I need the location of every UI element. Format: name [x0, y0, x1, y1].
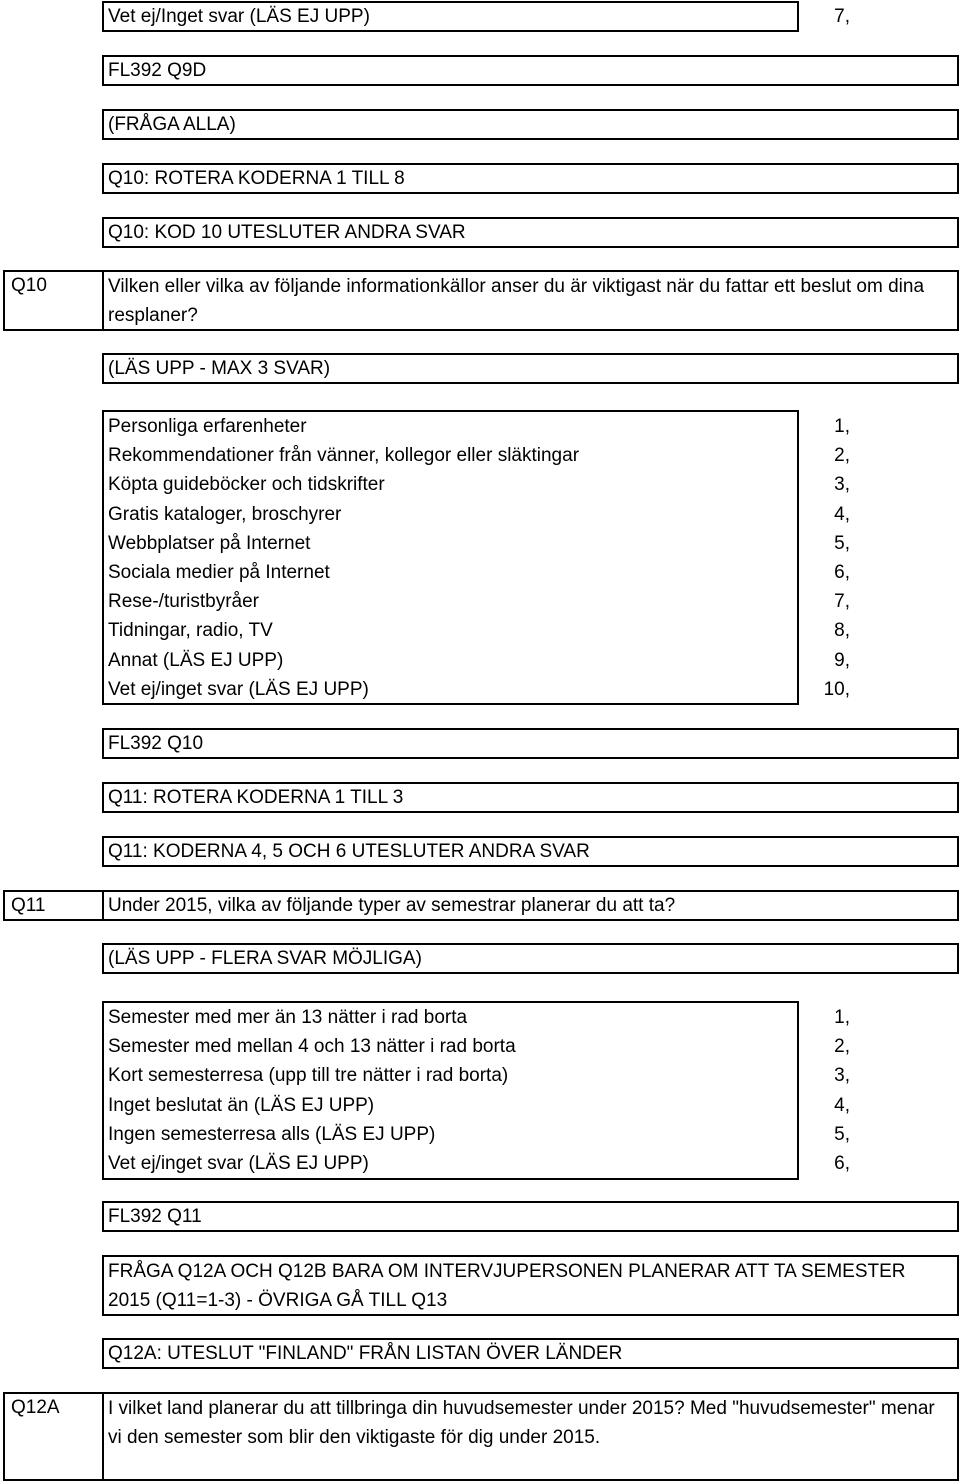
q11-option-label: Inget beslutat än (LÄS EJ UPP)	[108, 1094, 375, 1116]
instruction-fl392-q10: FL392 Q10	[102, 728, 959, 759]
instruction-q12-filter: FRÅGA Q12A OCH Q12B BARA OM INTERVJUPERSONEN PLANERAR ATT TA SEMESTER 2015 (Q11=1-3) - ÖVRIGA GÅ TILL Q13	[102, 1255, 959, 1316]
q11-option-code: 2,	[834, 1036, 850, 1058]
q11-option-code: 4,	[834, 1094, 850, 1116]
question-text-q11: Under 2015, vilka av följande typer av semestrar planerar du att ta?	[102, 890, 959, 921]
q10-option-code: 5,	[834, 532, 850, 554]
q10-option-code: 1,	[834, 416, 850, 437]
q10-option-label: Rekommendationer från vänner, kollegor eller släktingar	[108, 445, 580, 467]
instruction-q12a-exclude: Q12A: UTESLUT "FINLAND" FRÅN LISTAN ÖVER LÄNDER	[102, 1338, 959, 1369]
q10-option-label: Personliga erfarenheter	[108, 416, 307, 437]
q10-option-label: Köpta guideböcker och tidskrifter	[108, 474, 385, 496]
read-instruction-q11: (LÄS UPP - FLERA SVAR MÖJLIGA)	[102, 943, 959, 974]
q10-option-label: Tidningar, radio, TV	[108, 620, 273, 642]
q10-option-label: Gratis kataloger, broschyrer	[108, 503, 342, 525]
q11-option-label: Semester med mer än 13 nätter i rad borta	[108, 1007, 468, 1028]
instruction-q11-rotate: Q11: ROTERA KODERNA 1 TILL 3	[102, 782, 959, 813]
q11-option-label: Kort semesterresa (upp till tre nätter i rad borta)	[108, 1065, 509, 1087]
q10-option-code: 3,	[834, 474, 850, 496]
q11-option-label: Ingen semesterresa alls (LÄS EJ UPP)	[108, 1123, 436, 1145]
q11-option-code: 3,	[834, 1065, 850, 1087]
instruction-q10-exclusive: Q10: KOD 10 UTESLUTER ANDRA SVAR	[102, 217, 959, 248]
instruction-fl392-q11: FL392 Q11	[102, 1201, 959, 1232]
q10-option-label: Annat (LÄS EJ UPP)	[108, 649, 284, 671]
q10-option-code: 9,	[834, 649, 850, 671]
question-text-q12a: I vilket land planerar du att tillbringa din huvudsemester under 2015? Med "huvudsemester" menar vi den semester som blir den viktigaste för dig under 2015.	[102, 1392, 959, 1481]
question-id-q12a: Q12A	[3, 1392, 103, 1481]
q10-options-list	[102, 410, 799, 705]
question-id-q10: Q10	[3, 270, 103, 331]
q10-option-code: 8,	[834, 620, 850, 642]
q11-options-list	[102, 1001, 799, 1180]
q11-option-code: 5,	[834, 1123, 850, 1145]
q10-option-code: 6,	[834, 562, 850, 583]
q11-option-label: Vet ej/inget svar (LÄS EJ UPP)	[108, 1152, 369, 1174]
q10-option-label: Vet ej/inget svar (LÄS EJ UPP)	[108, 678, 369, 700]
question-text-q10: Vilken eller vilka av följande informationkällor anser du är viktigast när du fattar ett beslut om dina resplaner?	[102, 270, 959, 331]
q10-option-code: 10,	[823, 678, 850, 700]
q10-option-code: 7,	[834, 591, 850, 613]
read-instruction-q10: (LÄS UPP - MAX 3 SVAR)	[102, 353, 959, 384]
q10-option-label: Webbplatser på Internet	[108, 532, 311, 554]
question-id-q11: Q11	[3, 890, 103, 921]
top-option-label: Vet ej/Inget svar (LÄS EJ UPP)	[102, 1, 799, 32]
q11-option-label: Semester med mellan 4 och 13 nätter i rad borta	[108, 1036, 516, 1058]
instruction-fl392-q9d: FL392 Q9D	[102, 55, 959, 86]
instruction-q11-exclusive: Q11: KODERNA 4, 5 OCH 6 UTESLUTER ANDRA SVAR	[102, 836, 959, 867]
q10-option-label: Rese-/turistbyråer	[108, 591, 259, 613]
q10-option-code: 2,	[834, 445, 850, 467]
q11-option-code: 1,	[834, 1007, 850, 1028]
instruction-q10-rotate: Q10: ROTERA KODERNA 1 TILL 8	[102, 163, 959, 194]
top-option-code: 7,	[834, 6, 850, 27]
q10-option-label: Sociala medier på Internet	[108, 561, 330, 583]
instruction-fraga-alla: (FRÅGA ALLA)	[102, 109, 959, 140]
q10-option-code: 4,	[834, 503, 850, 525]
q11-option-code: 6,	[834, 1153, 850, 1174]
